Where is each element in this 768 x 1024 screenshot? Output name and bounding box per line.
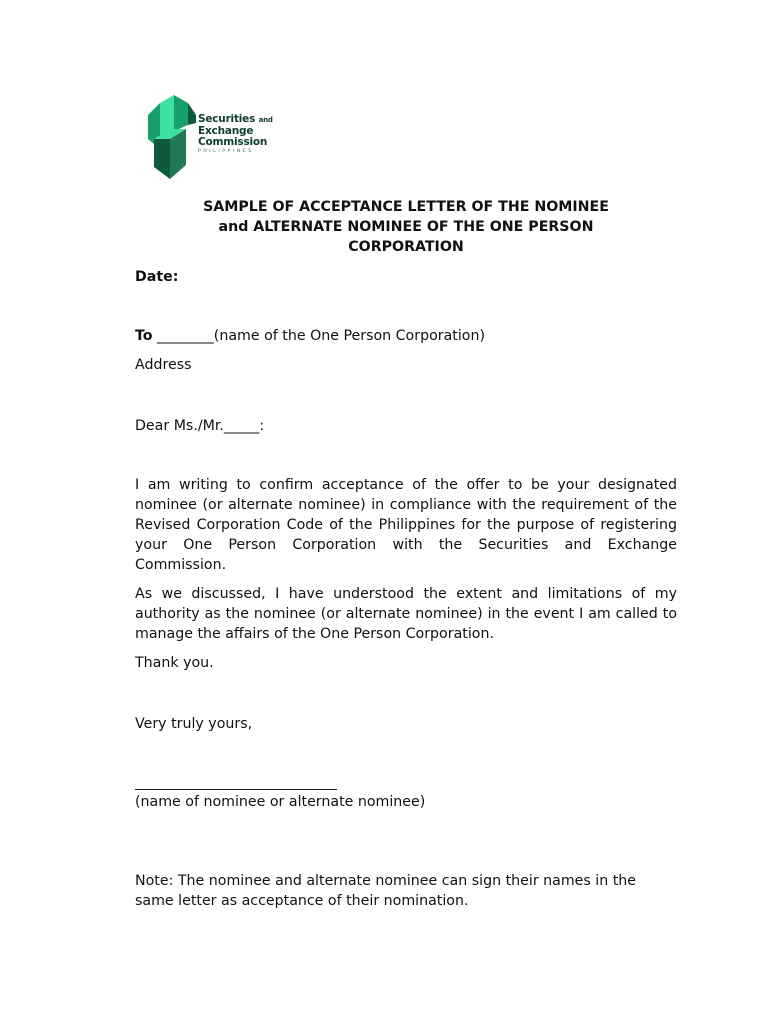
title-line-3: CORPORATION (348, 239, 464, 255)
title-line-1: SAMPLE OF ACCEPTANCE LETTER OF THE NOMINEE (203, 199, 609, 215)
logo-line-securities: Securities and (198, 113, 273, 125)
date-label: Date: (135, 269, 179, 285)
recipient-line (135, 326, 677, 346)
logo-line-exchange: Exchange (198, 124, 254, 137)
logo-country: PHILIPPINES (198, 148, 254, 154)
address-label: Address (135, 357, 192, 373)
sec-logo-text (198, 114, 273, 154)
document-title (135, 197, 677, 257)
recipient-name-placeholder: ________(name of the One Person Corporation) (152, 328, 485, 344)
logo-line-commission: Commission (198, 136, 268, 148)
body-paragraph-1: I am writing to confirm acceptance of the offer to be your designated nominee (or alternate nominee) in compliance with the requirement of the Revised Corporation Code of the Philippines for the purpose of registering your One Person Corporation with the Securities and Exchange Commission. (135, 477, 677, 573)
salutation: Dear Ms./Mr._____: (135, 418, 265, 434)
sec-emblem-icon (146, 95, 198, 179)
sec-logo (146, 95, 276, 179)
signature-line (135, 789, 337, 790)
to-label: To (135, 328, 153, 344)
thanks-line: Thank you. (135, 655, 214, 671)
signature-caption: (name of nominee or alternate nominee) (135, 794, 426, 810)
body-paragraph-2: As we discussed, I have understood the extent and limitations of my authority as the nominee (or alternate nominee) in the event I am called to manage the affairs of the One Person Corporation. (135, 586, 677, 642)
title-line-2: and ALTERNATE NOMINEE OF THE ONE PERSON (218, 219, 594, 235)
closing-line: Very truly yours, (135, 716, 253, 732)
note-text: Note: The nominee and alternate nominee can sign their names in the same letter as acceptance of their nomination. (135, 873, 637, 909)
